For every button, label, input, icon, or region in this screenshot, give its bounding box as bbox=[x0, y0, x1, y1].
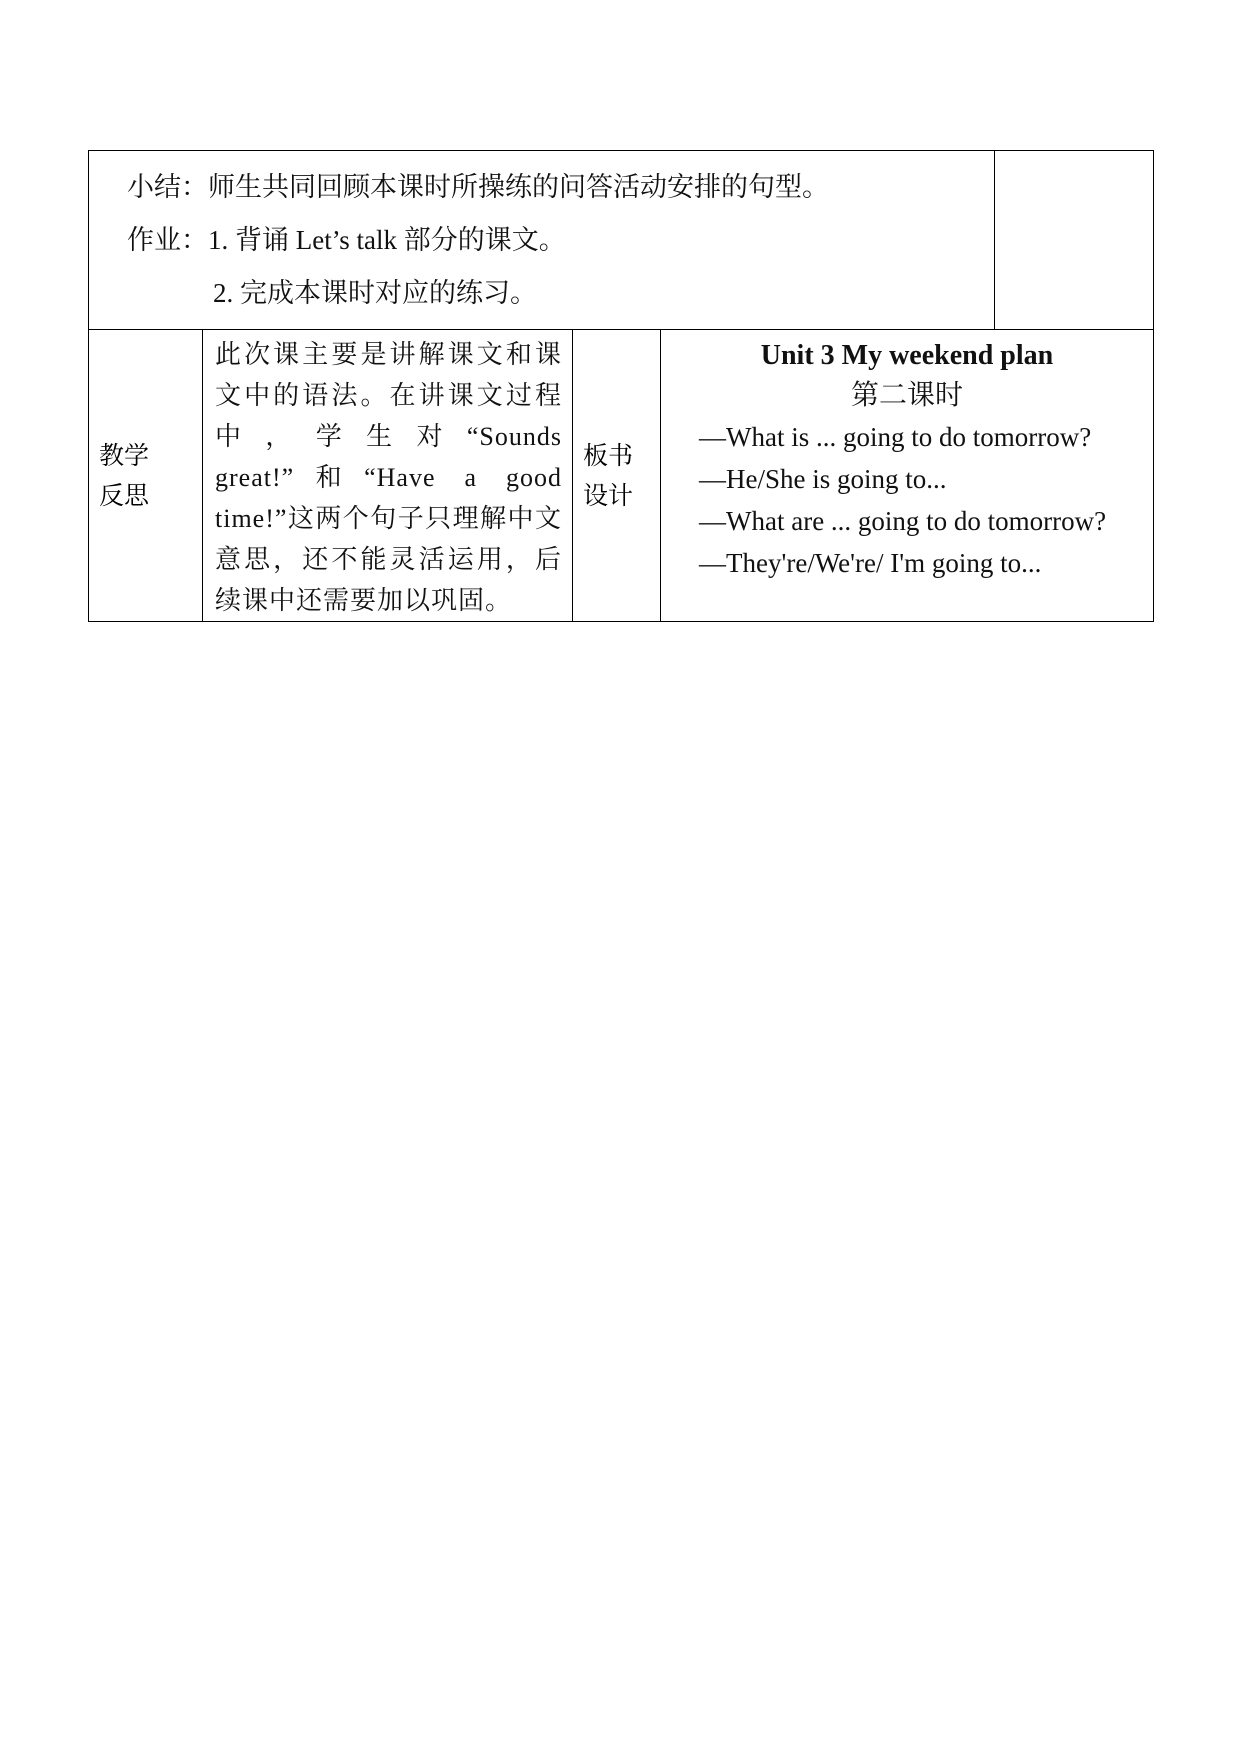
board-design-subtitle: 第二课时 bbox=[850, 380, 963, 411]
reflection-heading-line1: 教学 bbox=[99, 440, 150, 470]
reflection-text: 此次课主要是讲解课文和课文中的语法。在讲课文过程中，学生对“Sounds great!”和“Have a good time!”这两个句子只理解中文意思，还不能灵活运用，后续课中还需要加以巩固。 bbox=[203, 330, 573, 622]
board-design-heading bbox=[573, 330, 661, 622]
homework-item-2: 2. 完成本课时对应的练习。 bbox=[213, 278, 537, 308]
blank-cell bbox=[995, 151, 1154, 330]
reflection-heading bbox=[89, 330, 203, 622]
reflection-heading-line2: 反思 bbox=[99, 480, 150, 510]
board-design-heading-line1: 板书 bbox=[583, 440, 634, 470]
summary-recap: 小结：师生共同回顾本课时所操练的问答活动安排的句型。 bbox=[127, 172, 829, 202]
lesson-plan-table bbox=[88, 150, 1154, 622]
board-design-content bbox=[661, 330, 1154, 622]
board-design-heading-line2: 设计 bbox=[583, 480, 634, 510]
homework-item-1: 作业：1. 背诵 Let’s talk 部分的课文。 bbox=[127, 225, 566, 255]
reflection-row bbox=[89, 330, 1154, 622]
summary-cell bbox=[89, 151, 995, 330]
summary-row bbox=[89, 151, 1154, 330]
board-design-line: —What is ... going to do tomorrow? bbox=[699, 422, 1092, 452]
board-design-line: —He/She is going to... bbox=[699, 464, 947, 494]
board-design-title: Unit 3 My weekend plan bbox=[760, 340, 1054, 371]
board-design-line: —They're/We're/ I'm going to... bbox=[699, 548, 1042, 578]
board-design-line: —What are ... going to do tomorrow? bbox=[699, 506, 1107, 536]
